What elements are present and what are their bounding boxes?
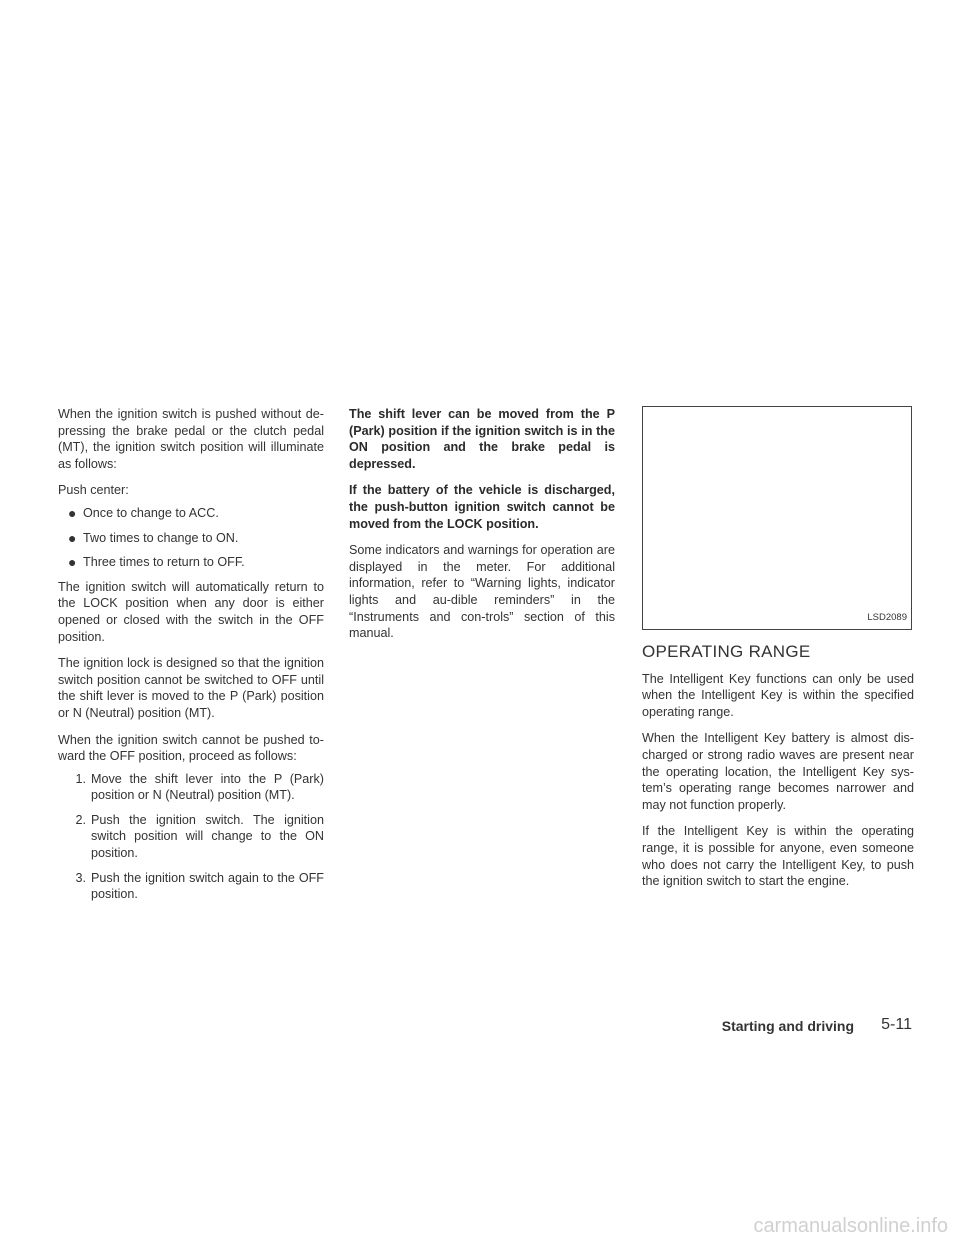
shift-lever-warning: The shift lever can be moved from the P (Park) position if the ignition switch is in the ON position and the brake pedal is depressed. bbox=[349, 407, 615, 471]
section-heading: OPERATING RANGE bbox=[642, 642, 811, 661]
step-item: 3. Push the ignition switch again to the OFF position. bbox=[75, 870, 324, 902]
step-item: 1. Move the shift lever into the P (Park) position or N (Neutral) position (MT). bbox=[75, 771, 324, 803]
range-paragraph-2: When the Intelligent Key battery is almost dis-charged or strong radio waves are present near the operating location, the Intelligent Key sys-tem’s operating range becomes narrower and may not function properly. bbox=[642, 731, 914, 812]
procedure-steps bbox=[58, 771, 324, 903]
page-number: 5-11 bbox=[881, 1016, 912, 1033]
column-left bbox=[58, 406, 324, 911]
push-center-label: Push center: bbox=[58, 483, 129, 498]
figure-box bbox=[642, 406, 912, 630]
column-right bbox=[642, 406, 914, 900]
figure-code: LSD2089 bbox=[867, 612, 907, 624]
range-paragraph-3: If the Intelligent Key is within the operating range, it is possible for anyone, even someone who does not carry the Intelligent Key, to push the ignition switch to start the engine. bbox=[642, 824, 914, 889]
bullet-icon: ● bbox=[68, 554, 77, 571]
range-paragraph-1: The Intelligent Key functions can only be used when the Intelligent Key is within the specified operating range. bbox=[642, 671, 914, 719]
section-title: Starting and driving bbox=[721, 1018, 854, 1034]
list-item: ● Once to change to ACC. bbox=[68, 504, 219, 521]
bullet-icon: ● bbox=[68, 529, 77, 546]
list-item: ● Two times to change to ON. bbox=[68, 529, 239, 546]
bullet-icon: ● bbox=[68, 504, 77, 521]
column-middle bbox=[349, 406, 615, 652]
push-center-list bbox=[58, 505, 324, 571]
list-item: ● Three times to return to OFF. bbox=[68, 554, 245, 571]
indicators-paragraph: Some indicators and warnings for operation are displayed in the meter. For additional information, refer to “Warning lights, indicator lights and au-dible reminders” in the “Instruments and con-trols” section of this manual. bbox=[349, 543, 615, 641]
auto-return-paragraph: The ignition switch will automatically return to the LOCK position when any door is either opened or closed with the switch in the OFF position. bbox=[58, 579, 324, 644]
battery-warning: If the battery of the vehicle is discharged, the push-button ignition switch cannot be moved from the LOCK position. bbox=[349, 483, 615, 531]
intro-paragraph: When the ignition switch is pushed without de-pressing the brake pedal or the clutch pedal (MT), the ignition switch position will illuminate as follows: bbox=[58, 407, 324, 471]
watermark: carmanualsonline.info bbox=[753, 1215, 948, 1237]
cannot-push-paragraph: When the ignition switch cannot be pushed to-ward the OFF position, proceed as follows: bbox=[58, 732, 324, 764]
lock-design-paragraph: The ignition lock is designed so that the ignition switch position cannot be switched to OFF until the shift lever is moved to the P (Park) position or N (Neutral) position (MT). bbox=[58, 656, 324, 720]
step-item: 2. Push the ignition switch. The ignition switch position will change to the ON position. bbox=[75, 812, 324, 861]
